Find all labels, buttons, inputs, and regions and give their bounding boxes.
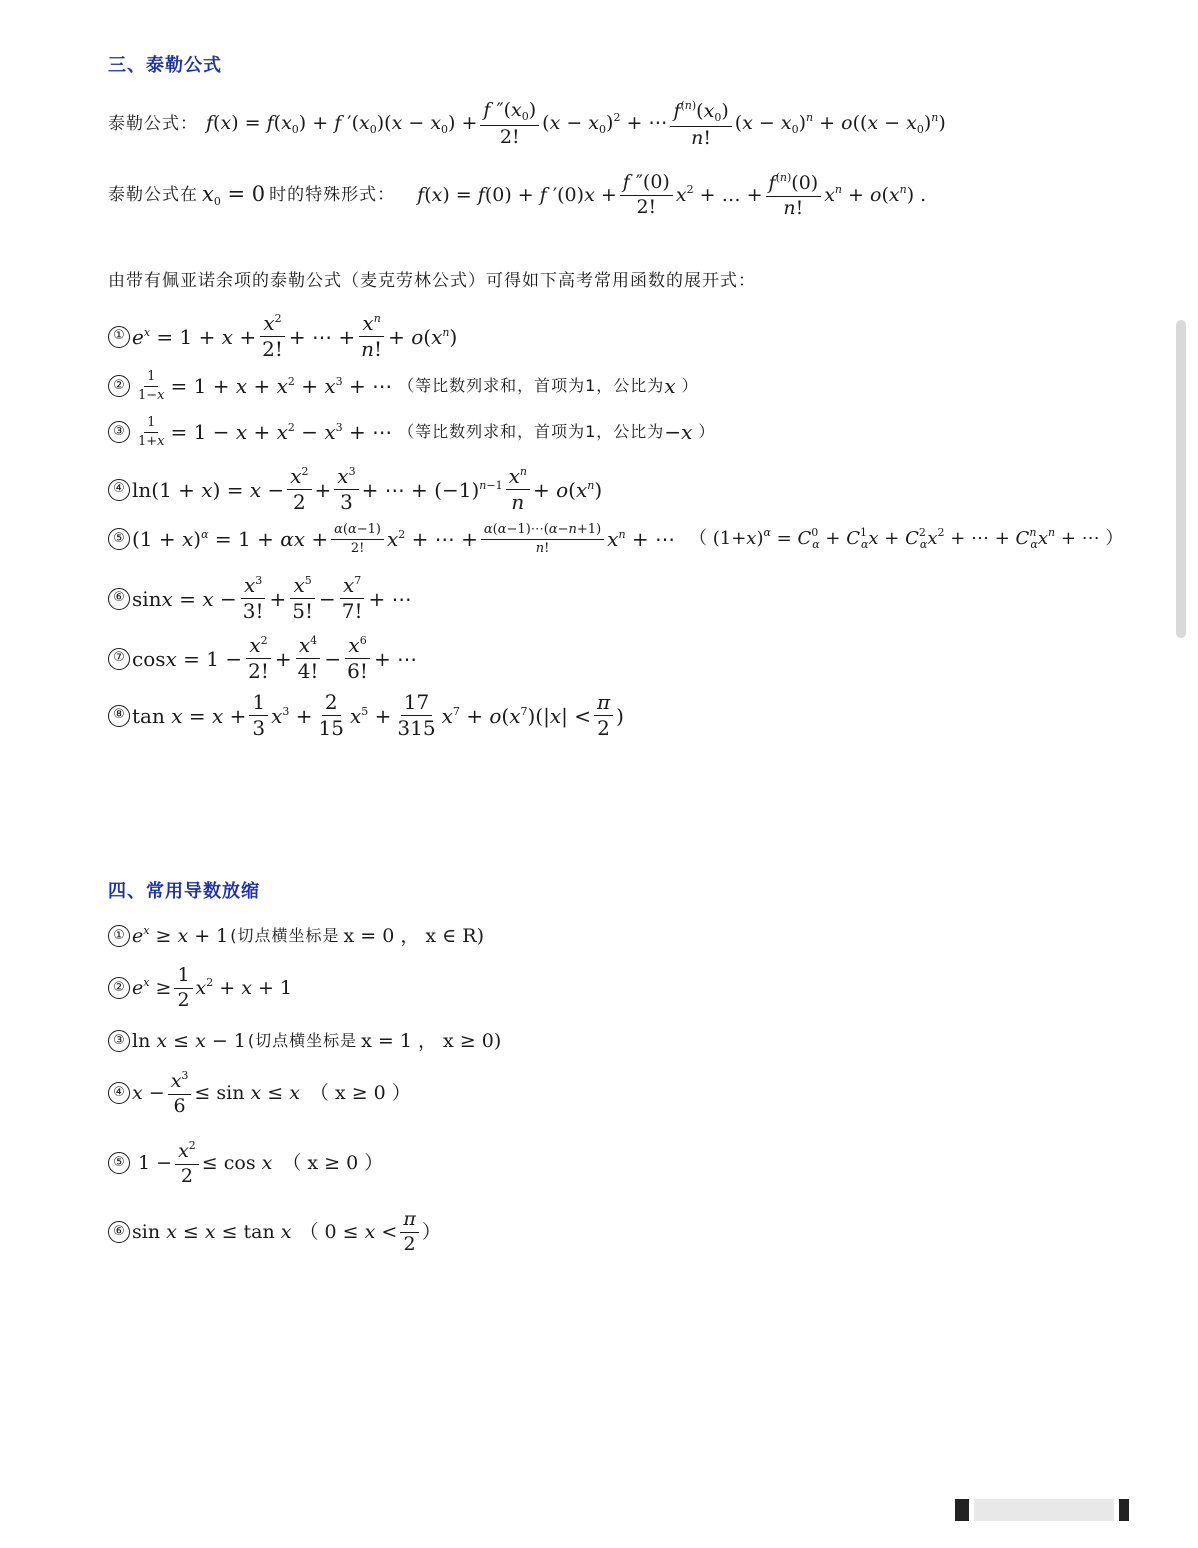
bound-sin: ④ x − $\frac{x^3}{6}$ ≤ sin x ≤ x （ x ≥ 0 ） [108, 1070, 411, 1117]
expansion-exp: ① $e^x = 1 + x$ + $\frac{x^2}{2!}$ + ⋯ + $\frac{x^n}{n!}$ + $o(x^n)$ [108, 313, 457, 360]
vertical-scrollbar[interactable] [1176, 320, 1186, 638]
marker-5: ⑤ [108, 528, 130, 550]
expansion-intro-text: 由带有佩亚诺余项的泰勒公式（麦克劳林公式）可得如下高考常用函数的展开式： [108, 271, 756, 291]
section-heading-taylor: 三、泰勒公式 [108, 55, 222, 76]
note-alternating: （等比数列求和，首项为1，公比为 [398, 422, 665, 442]
bound-ln: ③ ln x ≤ x − 1 (切点横坐标是 x = 1 ， x ≥ 0) [108, 1030, 501, 1052]
bound-tan: ⑥ sin x ≤ x ≤ tan x （ 0 ≤ x < $\frac{\pi}{2}$ ） [108, 1210, 441, 1255]
note-tangent-1-value: x = 0 ， x ∈ R) [343, 924, 484, 947]
note-tangent-1: (切点横坐标是 [230, 926, 340, 946]
marker-2: ② [108, 375, 130, 397]
bound-cos: ⑤ 1 − $\frac{x^2}{2}$ ≤ cos x （ x ≥ 0 ） [108, 1140, 383, 1187]
section-heading-derivative-bounds: 四、常用导数放缩 [108, 881, 260, 902]
expansion-geometric: ② $\frac{1}{1-x}$ = $1 + x + x^2 + x^3$ + ⋯ （等比数列求和，首项为1，公比为 x ） [108, 370, 699, 402]
bound-exp-quadratic: ② $e^x$ ≥ $\frac{1}{2}$ $x^2 + x + 1$ [108, 966, 292, 1011]
marker-7: ⑦ [108, 648, 130, 670]
expansion-binomial: ⑤ $(1 + x)^\alpha = 1 + \alpha x$ + $\frac{\alpha(\alpha-1)}{2!}$ $x^2$ + ⋯ + $\frac{\alpha(\alpha-1)\cdots(\alpha-n+1)}{n!}$ $x^n$ + ⋯ （ $(1+x)^\alpha = C^0_\alpha + C^1_\alpha x + C^2_\alpha x^2$ + ⋯ + $C^n_\alpha x^n$ + ⋯ ） [108, 523, 1123, 555]
special-label-a: 泰勒公式在 [108, 185, 198, 206]
marker-8: ⑧ [108, 705, 130, 727]
taylor-formula-general: 泰勒公式： $f(x) = f(x_0) + f$ $'(x_0)(x - x_0)$ + $\frac{f ''(x_0)}{2!}$ $(x - x_0)^2$ + ⋯ $\frac{f^{(n)}(x_0)}{n!}$ $(x - x_0)^n + o((x - x_0)^n)$ [108, 99, 946, 149]
bottom-progress-bar [955, 1497, 1170, 1523]
marker-4: ④ [108, 479, 130, 501]
note-tangent-3-value: x = 1 ， x ≥ 0) [361, 1029, 502, 1052]
note-alternating-var: −x [664, 420, 693, 445]
special-label-b: 时的特殊形式： [269, 185, 396, 206]
expansion-alternating: ③ $\frac{1}{1+x}$ = $1 - x + x^2 - x^3$ + ⋯ （等比数列求和，首项为1，公比为 −x ） [108, 416, 715, 448]
note-geometric-close: ） [681, 376, 699, 396]
note-alternating-close: ） [698, 422, 716, 442]
marker-1: ① [108, 326, 130, 348]
condition-5: （ x ≥ 0 ） [282, 1151, 384, 1174]
marker-6: ⑥ [108, 588, 130, 610]
marker-b4: ④ [108, 1082, 130, 1104]
condition-4: （ x ≥ 0 ） [309, 1081, 411, 1104]
note-geometric-var: x [664, 374, 676, 399]
marker-3: ③ [108, 421, 130, 443]
bound-exp-linear: ① $e^x \ge x + 1$ (切点横坐标是 x = 0 ， x ∈ R) [108, 925, 484, 947]
expansion-tan: ⑧ tan x = x + $\frac{1}{3}$ $x^3$ + $\frac{2}{15}$ $x^5$ + $\frac{17}{315}$ $x^7 + o(x^7)(|x|$ < $\frac{\pi}{2}$ ) [108, 692, 624, 739]
marker-b2: ② [108, 977, 130, 999]
note-geometric: （等比数列求和，首项为1，公比为 [398, 376, 665, 396]
expansion-ln: ④ ln(1 + x) = x − $\frac{x^2}{2}$ + $\frac{x^3}{3}$ + ⋯ + $(-1)^{n-1}$ $\frac{x^n}{n}$ + $o(x^n)$ [108, 466, 602, 513]
expansion-sin: ⑥ sinx = x − $\frac{x^3}{3!}$ + $\frac{x^5}{5!}$ − $\frac{x^7}{7!}$ + ⋯ [108, 575, 412, 622]
expansion-intro [108, 272, 756, 291]
note-tangent-3: (切点横坐标是 [247, 1031, 358, 1051]
marker-b6: ⑥ [108, 1221, 130, 1243]
marker-b1: ① [108, 925, 130, 947]
marker-b3: ③ [108, 1030, 130, 1052]
marker-b5: ⑤ [108, 1152, 130, 1174]
expansion-cos: ⑦ cosx = 1 − $\frac{x^2}{2!}$ + $\frac{x^4}{4!}$ − $\frac{x^6}{6!}$ + ⋯ [108, 635, 417, 682]
taylor-label: 泰勒公式： [108, 113, 198, 134]
taylor-formula-maclaurin: 泰勒公式在 $x_0 = 0$ 时的特殊形式： f(x) = f(0) + f ′(0)x + $\frac{f ''(0)}{2!}$ $x^2$ + … + $\frac{f^{(n)}(0)}{n!}$ $x^n + o(x^n)$ . [108, 171, 927, 219]
